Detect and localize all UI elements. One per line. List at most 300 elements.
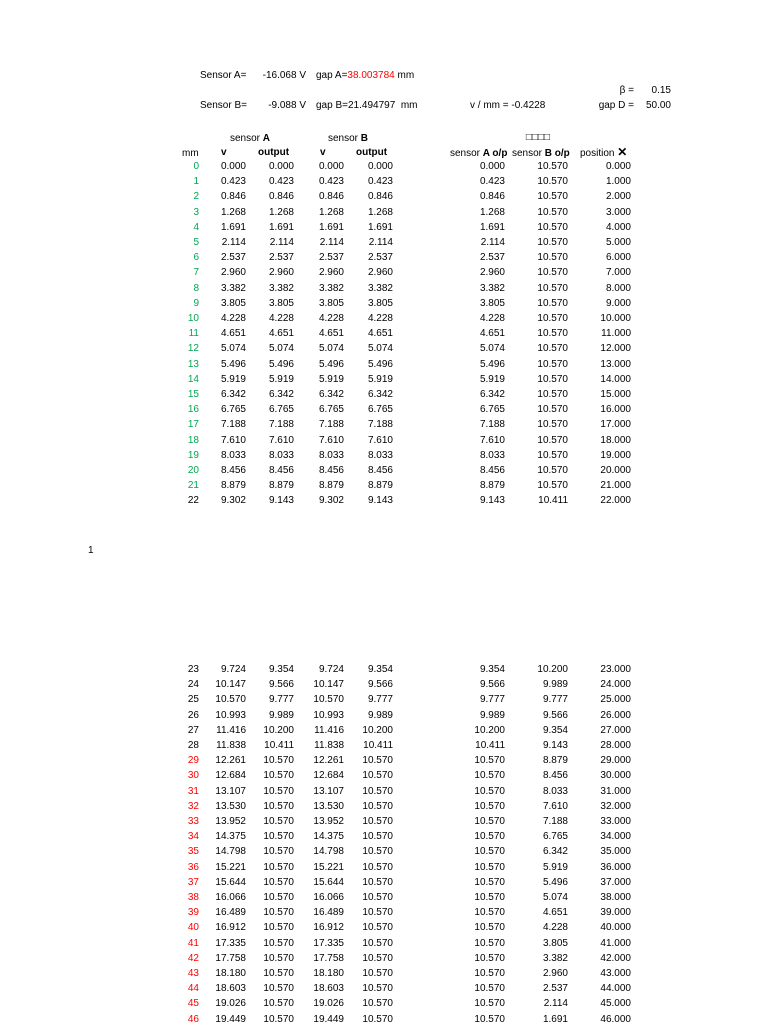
sensor-a-op-cell: 8.456 [479,465,505,476]
sensor-b-op-cell: 10.200 [537,664,568,675]
sensor-a-op-cell: 7.610 [479,434,505,446]
sensor-b-group-header [312,133,384,145]
sensor-b-output-cell: 10.570 [362,876,393,888]
sensor-a-output-cell: 9.566 [268,679,294,691]
sensor-b-op-cell: 10.570 [537,252,568,264]
sensor-b-output-cell: 10.570 [362,831,393,843]
a-op-bold: A o/p [482,148,508,159]
sensor-b-v-cell: 12.261 [313,755,344,767]
sensor-b-v-cell: 19.449 [313,1013,344,1025]
sensor-a-op-cell: 8.033 [479,449,505,461]
sensor-a-op-cell: 10.570 [474,755,505,767]
sensor-b-op-cell: 10.570 [537,389,568,400]
mm-col-header: mm [182,148,199,159]
sensor-a-op-cell: 4.651 [479,328,505,340]
table-row [0,298,768,313]
b-op-bold: B o/p [544,148,570,159]
sensor-a-output-cell: 10.570 [263,755,294,767]
mm-cell: 30 [187,770,199,782]
mm-cell: 45 [187,998,199,1010]
sensor-b-v-cell: 5.496 [318,358,344,370]
sensor-a-v-cell: 11.416 [216,724,246,736]
sensor-a-op-cell: 10.570 [474,907,505,919]
position-cell: 21.000 [600,480,631,492]
sensor-b-output-cell: 8.879 [367,480,393,492]
sensor-b-op-cell: 10.570 [537,267,568,279]
mm-cell: 31 [187,785,199,797]
sensor-a-op-cell: 9.989 [479,709,505,721]
v-b-col-header: v [320,147,326,158]
sensor-b-op-cell: 1.691 [542,1013,568,1025]
sensor-b-output-cell: 0.423 [367,176,393,188]
sensor-a-output-cell: 10.570 [263,907,294,919]
v-per-mm: v / mm = -0.4228 [470,100,546,111]
sensor-b-output-cell: 2.960 [367,267,393,279]
sensor-a-op-cell: 9.143 [479,495,505,507]
mm-cell: 13 [187,358,199,370]
sensor-b-output-cell: 10.570 [362,922,393,934]
sensor-a-op-cell: 4.228 [479,313,505,324]
sensor-b-op-cell: 3.805 [542,937,568,949]
sensor-b-op-cell: 9.354 [542,724,568,736]
group-b-prefix: sensor [327,133,361,144]
position-cell: 12.000 [600,343,631,355]
sensor-b-output-cell: 9.777 [367,694,393,706]
sensor-a-v-cell: 11.838 [216,740,246,751]
mm-cell: 38 [187,892,199,903]
position-cell: 18.000 [600,434,631,446]
sensor-b-v-cell: 4.228 [318,313,344,324]
sensor-b-v-cell: 3.805 [318,297,344,309]
sensor-a-op-cell: 8.879 [479,480,505,492]
sensor-b-op-cell: 8.033 [542,785,568,797]
sensor-b-v-cell: 2.537 [318,252,344,264]
table-row [0,495,768,510]
mm-cell: 32 [187,800,199,812]
sensor-b-v-cell: 8.456 [318,465,344,476]
position-cell: 25.000 [600,694,631,706]
sensor-a-v-cell: 13.530 [215,800,246,812]
sensor-a-v-cell: 13.107 [215,785,246,797]
sensor-b-v-cell: 16.489 [313,907,344,919]
sensor-b-output-cell: 10.570 [362,770,393,782]
sensor-b-op-cell: 4.228 [542,922,568,934]
mm-cell: 19 [187,449,199,461]
sensor-a-output-cell: 4.651 [268,328,294,340]
mm-cell: 16 [187,404,199,416]
position-cell: 30.000 [600,770,631,782]
sensor-a-v-cell: 10.993 [215,709,246,721]
mm-cell: 20 [187,465,199,476]
sensor-b-v-cell: 10.147 [313,679,344,691]
sensor-b-v-cell: 0.000 [318,161,344,172]
sensor-a-v-cell: 14.798 [215,846,246,858]
sensor-a-op-cell: 10.570 [474,861,505,873]
sensor-b-op-cell: 2.537 [542,983,568,995]
group-a-prefix: sensor [229,133,263,144]
sensor-b-op-cell: 10.570 [537,480,568,492]
sensor-b-output-cell: 10.570 [362,785,393,797]
gap-b-unit: mm [400,100,418,111]
sensor-b-v-cell: 16.066 [313,892,344,903]
a-op-prefix: sensor [450,148,483,159]
position-label: position [580,148,615,159]
sensor-b-output-cell: 10.570 [362,816,393,827]
group-a-bold: A [262,133,271,144]
mm-cell: 27 [187,724,199,736]
table-row [0,313,768,328]
mm-cell: 10 [187,313,199,324]
a-op-col-header [450,148,507,160]
sensor-b-v-cell: 2.960 [318,267,344,279]
gap-b-readout [316,100,418,112]
mm-cell: 36 [187,861,199,873]
sensor-b-output-cell: 0.000 [367,161,393,172]
position-cell: 42.000 [600,952,631,964]
sensor-b-output-cell: 8.033 [367,449,393,461]
mm-cell: 33 [187,816,199,827]
table-row [0,831,768,846]
sensor-a-output-cell: 10.570 [263,1013,294,1025]
table-row [0,161,768,176]
mm-cell: 15 [187,389,199,400]
table-row [0,801,768,816]
sensor-a-op-cell: 10.570 [474,922,505,934]
sensor-a-v-cell: 16.489 [215,907,246,919]
sensor-b-op-cell: 10.570 [537,176,568,188]
mm-cell: 14 [187,373,199,385]
sensor-b-output-cell: 9.143 [367,495,393,507]
sensor-b-output-cell: 3.805 [367,297,393,309]
sensor-a-v-cell: 2.960 [220,267,246,279]
table-row [0,907,768,922]
sensor-b-output-cell: 1.691 [367,221,393,233]
position-cell: 16.000 [600,404,631,416]
sensor-b-output-cell: 6.342 [367,389,393,400]
sensor-a-v-cell: 9.724 [220,664,246,675]
sensor-a-output-cell: 1.268 [268,206,294,218]
sensor-b-v-cell: 4.651 [318,328,344,340]
table-row [0,816,768,831]
sensor-a-output-cell: 0.000 [268,161,294,172]
sensor-b-v-cell: 5.919 [318,373,344,385]
position-cell: 36.000 [600,861,631,873]
mm-cell: 44 [187,983,199,995]
sensor-a-op-cell: 10.570 [474,785,505,797]
sensor-a-label: Sensor A= [200,70,247,81]
sensor-a-v-cell: 10.147 [215,679,246,691]
sensor-b-v-cell: 10.993 [313,709,344,721]
position-cell: 41.000 [600,937,631,949]
sensor-b-v-cell: 7.610 [318,434,344,446]
sensor-a-output-cell: 10.570 [263,800,294,812]
mm-cell: 21 [187,480,199,492]
sensor-a-v-cell: 14.375 [215,831,246,843]
sensor-a-op-cell: 10.200 [474,724,505,736]
sensor-a-output-cell: 3.805 [268,297,294,309]
sensor-a-op-cell: 10.570 [474,968,505,979]
sensor-b-output-cell: 5.496 [367,358,393,370]
sensor-b-output-cell: 7.610 [367,434,393,446]
sensor-b-v-cell: 5.074 [318,343,344,355]
sensor-b-output-cell: 2.537 [367,252,393,264]
output-a-col-header: output [258,147,290,158]
sensor-b-output-cell: 10.570 [362,952,393,964]
sensor-b-output-cell: 10.570 [362,800,393,812]
sensor-b-v-cell: 13.107 [313,785,344,797]
sensor-b-output-cell: 10.200 [362,724,393,736]
position-cell: 5.000 [605,237,631,248]
sensor-a-v-cell: 1.268 [220,206,246,218]
sensor-b-op-cell: 10.570 [537,343,568,355]
sensor-a-op-cell: 2.960 [479,267,505,279]
sensor-b-op-cell: 10.570 [537,434,568,446]
sensor-a-output-cell: 5.496 [268,358,294,370]
gap-b-value: 21.494797 [347,100,396,111]
gap-a-unit: mm [397,70,415,81]
sensor-a-op-cell: 10.570 [474,846,505,858]
table-row [0,679,768,694]
table-row [0,252,768,267]
sensor-a-v-cell: 8.879 [220,480,246,492]
sensor-a-op-cell: 3.805 [479,297,505,309]
position-cell: 24.000 [600,679,631,691]
sensor-b-v-cell: 9.724 [318,664,344,675]
sensor-b-op-cell: 10.570 [537,404,568,416]
sensor-b-op-cell: 10.570 [537,419,568,431]
sensor-b-v-cell: 8.879 [318,480,344,492]
table-row [0,953,768,968]
sensor-a-output-cell: 6.765 [268,404,294,416]
sensor-b-v-cell: 14.798 [313,846,344,858]
mm-cell: 11 [188,328,199,340]
table-row [0,283,768,298]
sensor-a-v-cell: 13.952 [215,816,246,827]
sensor-a-op-cell: 0.423 [479,176,505,188]
sensor-a-op-cell: 10.570 [474,998,505,1010]
sensor-a-output-cell: 10.570 [263,831,294,843]
mm-cell: 29 [187,755,199,767]
sensor-a-op-cell: 10.570 [474,892,505,903]
sensor-b-op-cell: 10.570 [537,206,568,218]
sensor-a-op-cell: 10.570 [474,831,505,843]
sensor-a-op-cell: 10.570 [474,800,505,812]
sensor-b-op-cell: 10.570 [537,328,568,340]
sensor-a-v-cell: 5.074 [220,343,246,355]
sensor-a-output-cell: 10.570 [263,983,294,995]
sensor-b-volts: -9.088 V [268,100,306,111]
sensor-b-op-cell: 10.570 [537,465,568,476]
position-cell: 0.000 [605,161,631,172]
sensor-b-v-cell: 6.765 [318,404,344,416]
mm-cell: 39 [187,907,199,919]
sensor-b-op-cell: 5.074 [542,892,568,903]
sensor-a-output-cell: 1.691 [268,221,294,233]
sensor-a-output-cell: 7.610 [268,434,294,446]
sensor-a-output-cell: 8.456 [268,465,294,476]
position-cell: 26.000 [600,709,631,721]
position-cell: 40.000 [600,922,631,934]
b-op-col-header [512,148,570,160]
gap-d-label: gap D = [598,100,634,111]
sensor-b-op-cell: 10.570 [537,297,568,309]
position-cell: 38.000 [600,892,631,903]
position-cell: 35.000 [600,846,631,858]
sensor-a-output-cell: 5.074 [268,343,294,355]
sensor-a-op-cell: 7.188 [479,419,505,431]
table-row [0,389,768,404]
sensor-a-output-cell: 10.570 [263,785,294,797]
sensor-a-v-cell: 0.000 [220,161,246,172]
mm-cell: 22 [187,495,199,507]
gap-d-value: 50.00 [645,100,671,111]
sensor-a-op-cell: 3.382 [479,282,505,294]
sensor-a-v-cell: 8.456 [220,465,246,476]
table-row [0,755,768,770]
v-a-col-header: v [221,147,227,158]
table-row [0,922,768,937]
sensor-a-op-cell: 6.342 [479,389,505,400]
sensor-b-v-cell: 17.758 [313,952,344,964]
sensor-a-v-cell: 18.603 [215,983,246,995]
sensor-a-output-cell: 10.570 [263,816,294,827]
sensor-a-v-cell: 0.423 [220,176,246,188]
table-row [0,237,768,252]
mm-cell: 24 [187,679,199,691]
sensor-b-op-cell: 10.570 [537,449,568,461]
table-row [0,480,768,495]
mm-cell: 40 [187,922,199,934]
table-row [0,343,768,358]
sensor-b-op-cell: 6.765 [542,831,568,843]
sensor-b-output-cell: 6.765 [367,404,393,416]
sensor-b-v-cell: 11.838 [314,740,344,751]
sensor-a-v-cell: 6.342 [220,389,246,400]
sensor-a-op-cell: 9.566 [479,679,505,691]
position-cell: 37.000 [600,876,631,888]
sensor-a-output-cell: 10.570 [263,998,294,1010]
position-cell: 44.000 [600,983,631,995]
sensor-b-v-cell: 7.188 [318,419,344,431]
sensor-b-v-cell: 1.268 [318,206,344,218]
sensor-a-output-cell: 10.570 [263,922,294,934]
sensor-b-op-cell: 10.570 [537,237,568,248]
sensor-a-output-cell: 8.033 [268,449,294,461]
sensor-b-v-cell: 3.382 [318,282,344,294]
sensor-b-v-cell: 9.302 [318,495,344,507]
sensor-a-output-cell: 10.570 [263,952,294,964]
sensor-b-output-cell: 9.989 [367,709,393,721]
sensor-b-output-cell: 10.570 [362,861,393,873]
table-row [0,465,768,480]
sensor-b-op-cell: 10.570 [537,161,568,172]
sensor-a-output-cell: 8.879 [268,480,294,492]
table-row [0,710,768,725]
sensor-a-output-cell: 10.411 [264,740,294,751]
sensor-a-v-cell: 2.114 [221,237,246,248]
position-cell: 11.000 [601,328,631,340]
position-cell: 33.000 [600,816,631,827]
sensor-a-v-cell: 19.026 [215,998,246,1010]
position-cell: 1.000 [605,176,631,188]
sensor-a-op-cell: 10.411 [475,740,505,751]
mm-cell: 12 [187,343,199,355]
sensor-b-output-cell: 0.846 [367,191,393,203]
table-row [0,374,768,389]
sensor-a-output-cell: 10.570 [263,770,294,782]
table-row [0,938,768,953]
sensor-a-output-cell: 7.188 [268,419,294,431]
table-row [0,450,768,465]
sensor-a-v-cell: 16.912 [215,922,246,934]
sensor-a-op-cell: 0.846 [479,191,505,203]
sensor-b-v-cell: 13.530 [313,800,344,812]
sensor-a-v-cell: 5.919 [220,373,246,385]
sensor-a-op-cell: 10.570 [474,937,505,949]
mm-cell: 46 [187,1013,199,1025]
table-row [0,694,768,709]
sensor-a-output-cell: 2.960 [268,267,294,279]
sensor-b-output-cell: 4.651 [367,328,393,340]
sensor-b-v-cell: 15.644 [313,876,344,888]
table-row [0,359,768,374]
sensor-b-output-cell: 10.411 [363,740,393,751]
mm-cell: 35 [187,846,199,858]
sensor-a-output-cell: 0.846 [268,191,294,203]
mm-cell: 18 [187,434,199,446]
sensor-a-op-cell: 10.570 [474,1013,505,1025]
mm-cell: 8 [193,282,199,294]
sensor-a-v-cell: 1.691 [220,221,246,233]
sensor-a-op-cell: 2.537 [479,252,505,264]
position-cell: 19.000 [600,449,631,461]
sensor-b-v-cell: 8.033 [318,449,344,461]
table-row [0,222,768,237]
sensor-a-output-cell: 10.570 [263,861,294,873]
sensor-b-op-cell: 3.382 [542,952,568,964]
sensor-a-v-cell: 15.221 [215,861,246,873]
sensor-b-v-cell: 12.684 [313,770,344,782]
table-row [0,786,768,801]
position-cell: 9.000 [605,297,631,309]
sensor-b-op-cell: 10.570 [537,358,568,370]
sensor-a-op-cell: 9.777 [479,694,505,706]
sensor-a-v-cell: 10.570 [215,694,246,706]
sensor-a-v-cell: 3.382 [220,282,246,294]
sensor-a-v-cell: 9.302 [220,495,246,507]
position-cell: 6.000 [605,252,631,264]
sensor-b-op-cell: 5.919 [542,861,568,873]
sensor-a-op-cell: 10.570 [474,816,505,827]
mm-cell: 26 [187,709,199,721]
sensor-b-output-cell: 4.228 [367,313,393,324]
table-row [0,328,768,343]
table-row [0,998,768,1013]
sensor-b-output-cell: 1.268 [367,206,393,218]
sensor-a-v-cell: 7.188 [220,419,246,431]
sensor-a-op-cell: 1.691 [479,221,505,233]
sensor-b-v-cell: 2.114 [319,237,344,248]
position-cell: 46.000 [600,1013,631,1025]
sensor-a-v-cell: 15.644 [215,876,246,888]
sensor-b-output-cell: 10.570 [362,846,393,858]
sensor-b-v-cell: 6.342 [318,389,344,400]
mm-cell: 28 [187,740,199,751]
table-row [0,664,768,679]
gap-a-readout [316,70,414,82]
sensor-a-output-cell: 2.114 [269,237,294,248]
sensor-a-v-cell: 17.758 [215,952,246,964]
